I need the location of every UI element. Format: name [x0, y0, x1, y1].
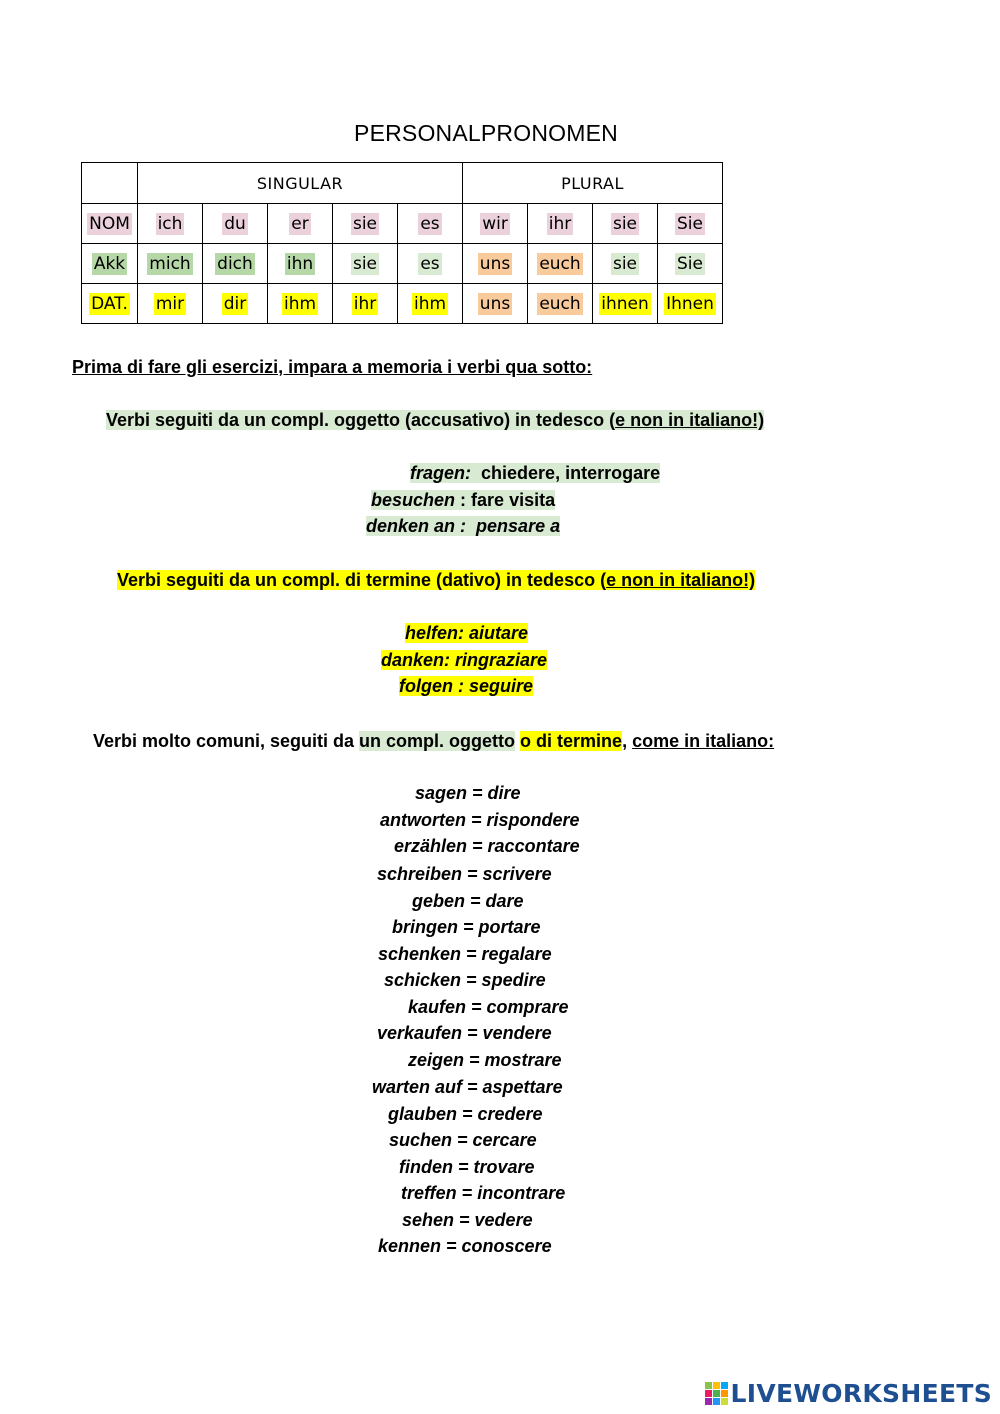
pronoun-cell	[658, 204, 723, 244]
pronoun: Sie	[677, 213, 703, 234]
case-cell	[82, 204, 138, 244]
pronoun: euch	[539, 293, 581, 314]
verb-highlight	[371, 490, 555, 510]
accusative-verb	[371, 490, 555, 511]
pronoun-cell	[333, 204, 398, 244]
table-row-dat	[82, 284, 723, 324]
plural-header: PLURAL	[463, 163, 723, 204]
pronoun-cell	[593, 244, 658, 284]
intro-instruction: Prima di fare gli esercizi, impara a memoria i verbi qua sotto:	[72, 357, 593, 377]
common-verb: verkaufen = vendere	[377, 1023, 552, 1043]
pronoun-cell	[463, 204, 528, 244]
liveworksheets-logo-icon	[705, 1382, 728, 1405]
case-label: NOM	[89, 213, 130, 234]
accusative-verb	[410, 463, 660, 484]
pronoun-cell	[203, 284, 268, 324]
common-verb: treffen = incontrare	[401, 1183, 566, 1203]
common-heading-acc: un compl. oggetto	[359, 731, 516, 751]
common-verb: schenken = regalare	[378, 944, 552, 964]
pronoun-cell	[658, 284, 723, 324]
common-heading-comma: ,	[622, 731, 633, 751]
pronoun-cell	[138, 204, 203, 244]
page-title: PERSONALPRONOMEN	[354, 120, 618, 146]
pronoun: ihm	[413, 293, 447, 314]
dative-heading-note: e non in italiano!)	[606, 570, 756, 590]
pronoun: wir	[482, 213, 508, 234]
dative-verb	[381, 650, 547, 671]
pronoun-cell	[398, 204, 463, 244]
common-heading-dat: o di termine	[520, 731, 623, 751]
table-row-nom	[82, 204, 723, 244]
liveworksheets-logo	[705, 1379, 992, 1408]
pronoun-cell	[593, 204, 658, 244]
pronoun: uns	[479, 253, 511, 274]
pronoun-cell	[203, 204, 268, 244]
pronoun: mich	[149, 253, 191, 274]
common-verb: bringen = portare	[392, 917, 541, 937]
pronoun: sie	[612, 253, 638, 274]
pronoun-cell	[268, 204, 333, 244]
verb-german: denken an :	[366, 516, 467, 536]
liveworksheets-wordmark: LIVEWORKSHEETS	[730, 1379, 992, 1408]
case-label: Akk	[93, 253, 126, 274]
pronoun-cell	[463, 284, 528, 324]
pronoun-cell	[138, 244, 203, 284]
case-cell	[82, 244, 138, 284]
common-verb: geben = dare	[412, 891, 524, 911]
table-row-akk	[82, 244, 723, 284]
common-heading-pre: Verbi molto comuni, seguiti da	[93, 731, 360, 751]
pronoun-cell	[333, 244, 398, 284]
singular-header: SINGULAR	[138, 163, 463, 204]
pronoun-cell	[463, 244, 528, 284]
pronoun-cell	[528, 204, 593, 244]
pronoun: ihr	[353, 293, 377, 314]
pronoun-cell	[528, 244, 593, 284]
pronoun: Ihnen	[666, 293, 714, 314]
case-cell	[82, 284, 138, 324]
pronoun: dir	[223, 293, 247, 314]
common-verb: antworten = rispondere	[380, 810, 580, 830]
pronoun-cell	[333, 284, 398, 324]
pronoun: du	[224, 213, 246, 234]
pronoun: euch	[539, 253, 581, 274]
common-verb: schicken = spedire	[384, 970, 546, 990]
common-verb: erzählen = raccontare	[394, 836, 580, 856]
pronoun: er	[291, 213, 309, 234]
pronoun-cell	[658, 244, 723, 284]
common-verb: schreiben = scrivere	[377, 864, 552, 884]
pronoun: dich	[217, 253, 253, 274]
accusative-heading-note: e non in italiano!)	[615, 410, 765, 430]
pronoun: ich	[157, 213, 183, 234]
common-verb: glauben = credere	[388, 1104, 543, 1124]
pronoun: Sie	[677, 253, 703, 274]
pronoun: uns	[479, 293, 511, 314]
common-verb: finden = trovare	[399, 1157, 535, 1177]
verb-highlight	[410, 463, 660, 483]
verb-german: fragen:	[410, 463, 472, 483]
dative-heading	[117, 570, 755, 591]
pronoun-cell	[528, 284, 593, 324]
accusative-verb	[366, 516, 560, 537]
accusative-heading-text	[106, 410, 764, 430]
pronoun: ihr	[548, 213, 572, 234]
pronoun-cell	[268, 284, 333, 324]
pronoun: ihm	[283, 293, 317, 314]
common-verbs-heading	[93, 731, 774, 752]
verb-italian: : fare visita	[460, 490, 556, 510]
pronoun: es	[420, 213, 440, 234]
table-header-row	[82, 163, 723, 204]
dative-heading-text	[117, 570, 755, 590]
pronoun: es	[420, 253, 440, 274]
personal-pronouns-table	[81, 162, 723, 324]
accusative-heading-main: Verbi seguiti da un compl. oggetto (accusativo) in tedesco (	[106, 410, 616, 430]
pronoun-cell	[268, 244, 333, 284]
case-label: DAT.	[91, 293, 128, 314]
verb-highlight: danken: ringraziare	[381, 650, 548, 670]
pronoun-cell	[203, 244, 268, 284]
verb-italian: chiedere, interrogare	[481, 463, 661, 483]
common-verb: zeigen = mostrare	[408, 1050, 562, 1070]
verb-italian: pensare a	[476, 516, 561, 536]
pronoun: sie	[612, 213, 638, 234]
verb-highlight	[366, 516, 560, 536]
common-verb: sagen = dire	[415, 783, 521, 803]
pronoun: sie	[352, 253, 378, 274]
pronoun-cell	[398, 244, 463, 284]
pronoun-cell	[398, 284, 463, 324]
dative-heading-main: Verbi seguiti da un compl. di termine (dativo) in tedesco (	[117, 570, 607, 590]
pronoun: ihnen	[601, 293, 649, 314]
verb-highlight: helfen: aiutare	[405, 623, 529, 643]
common-verb: kennen = conoscere	[378, 1236, 552, 1256]
common-verb: suchen = cercare	[389, 1130, 537, 1150]
pronoun: ihn	[286, 253, 314, 274]
pronoun: mir	[155, 293, 185, 314]
pronoun: sie	[352, 213, 378, 234]
table-corner-cell	[82, 163, 138, 204]
common-heading-note: come in italiano:	[632, 731, 775, 751]
accusative-heading	[106, 410, 764, 431]
verb-german: besuchen	[371, 490, 456, 510]
common-verb: warten auf = aspettare	[372, 1077, 563, 1097]
verb-highlight: folgen : seguire	[399, 676, 534, 696]
pronoun-cell	[593, 284, 658, 324]
common-verb: kaufen = comprare	[408, 997, 569, 1017]
pronoun-cell	[138, 284, 203, 324]
dative-verb	[399, 676, 533, 697]
common-verb: sehen = vedere	[402, 1210, 533, 1230]
dative-verb	[405, 623, 528, 644]
